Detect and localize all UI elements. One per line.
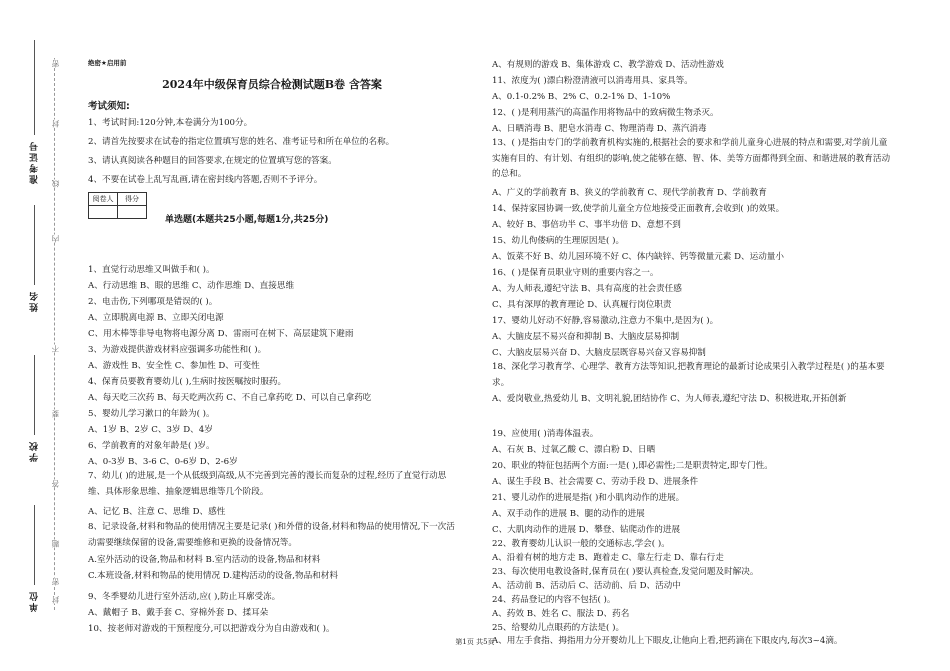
binding-margin xyxy=(0,0,62,671)
secret-mark: 绝密★启用前 xyxy=(88,59,127,67)
question-line: 2、电击伤,下列哪项是错误的( )。 xyxy=(88,297,218,307)
question-line: 25、给婴幼儿点眼药的方法是( )。 xyxy=(492,623,625,633)
option-line: A、行动思维 B、眼的思维 C、动作思维 D、直接思维 xyxy=(88,281,295,291)
option-line: A、双手动作的进展 B、腿的动作的进展 xyxy=(492,509,645,519)
page-title: 2024年中级保育员综合检测试题B卷 含答案 xyxy=(162,78,382,91)
option-line: A、为人师表,遵纪守法 B、具有高度的社会责任感 xyxy=(492,284,682,294)
question-line: 14、保持家园协调一致,使学前儿童全方位地接受正面教育,会收到( )的效果。 xyxy=(492,204,785,214)
option-line: A、每天吃三次药 B、每天吃两次药 C、不自己拿药吃 D、可以自己拿药吃 xyxy=(88,393,372,403)
score-table-grader: 阅卷人 xyxy=(89,193,118,206)
score-table-cell[interactable] xyxy=(89,206,118,219)
page-footer: 第1页 共5页 xyxy=(455,638,495,646)
question-line: 17、婴幼儿好动不好静,容易激动,注意力不集中,是因为( )。 xyxy=(492,316,719,326)
option-line: C、大脑皮层易兴奋 D、大脑皮层既容易兴奋又容易抑制 xyxy=(492,348,706,358)
option-line: A、0.1-0.2% B、2% C、0.2-1% D、1-10% xyxy=(492,92,671,102)
question-line: 3、为游戏提供游戏材料应强调多功能性和( )。 xyxy=(88,345,267,355)
question-line: 21、婴儿动作的进展是指( )和小肌肉动作的进展。 xyxy=(492,493,685,503)
option-line: A、1岁 B、2岁 C、3岁 D、4岁 xyxy=(88,425,213,435)
seal-char: 密 xyxy=(51,578,60,586)
score-table-cell[interactable] xyxy=(118,206,147,219)
question-line: 23、每次使用电教设备时,保育员在( )要认真检查,发觉问题及时解决。 xyxy=(492,567,759,577)
question-line: 9、冬季婴幼儿进行室外活动,应( ),防止耳廓受冻。 xyxy=(88,592,281,602)
option-line: A、立即脱离电源 B、立即关闭电源 xyxy=(88,313,224,323)
unit-line xyxy=(34,505,35,585)
seal-char: 不 xyxy=(51,345,60,353)
question-line: 1、直觉行动思维又叫做手和( )。 xyxy=(88,265,215,275)
option-line: A、沿着有树的地方走 B、跑着走 C、靠左行走 D、靠右行走 xyxy=(492,553,724,563)
seal-char: 封 xyxy=(51,596,60,604)
option-line: A、日晒消毒 B、肥皂水消毒 C、物理消毒 D、蒸汽消毒 xyxy=(492,124,707,134)
option-line: C、用木棒等非导电物将电源分离 D、雷雨可在树下、高层建筑下避雨 xyxy=(88,329,354,339)
name-line xyxy=(34,205,35,285)
question-line: 11、浓度为( )漂白粉澄清液可以消毒用具、家具等。 xyxy=(492,76,693,86)
score-table-score: 得分 xyxy=(118,193,147,206)
option-line: A、石灰 B、过氧乙酸 C、漂白粉 D、日晒 xyxy=(492,445,656,455)
margin-label-exam-number: 准考证号 xyxy=(30,140,40,184)
option-line: A.室外活动的设备,物品和材料 B.室内活动的设备,物品和材料 xyxy=(88,555,321,565)
question-line: 13、( )是指由专门的学前教育机构实施的,根据社会的要求和学前儿童身心进展的特点和需要,对学前儿童实施有目的、有计划、有组织的影响,使之能够在德、智、体、美等方面都得到全面、和谐进展的教育活动的总和。 xyxy=(492,138,891,179)
option-line: C.本班设备,材料和物品的使用情况 D.建构活动的设备,物品和材料 xyxy=(88,571,338,581)
question-line: 19、应使用( )消毒体温表。 xyxy=(492,429,599,439)
seal-char: 密 xyxy=(51,60,60,68)
margin-label-school: 学校 xyxy=(30,440,40,462)
exam-number-line xyxy=(34,40,35,135)
school-line xyxy=(34,355,35,435)
question-line: 12、( )是利用蒸汽的高温作用将物品中的致病微生物杀灭。 xyxy=(492,108,719,118)
question-line: 16、( )是保育员职业守则的重要内容之一。 xyxy=(492,268,659,278)
question-line: 15、幼儿佝偻病的生理原因是( )。 xyxy=(492,236,625,246)
notice-item: 2、请首先按要求在试卷的指定位置填写您的姓名、准考证号和所在单位的名称。 xyxy=(88,137,395,147)
option-line: A、较好 B、事倍功半 C、事半功倍 D、意想不到 xyxy=(492,220,681,230)
seal-char: 封 xyxy=(51,120,60,128)
option-line: A、记忆 B、注意 C、思维 D、感性 xyxy=(88,507,226,517)
question-line: 10、按老师对游戏的干预程度分,可以把游戏分为自由游戏和( )。 xyxy=(88,624,335,634)
question-line: 22、教育婴幼儿认识一般的交通标志,学会( )。 xyxy=(492,539,670,549)
margin-label-name: 姓名 xyxy=(30,290,40,312)
notice-item: 3、请认真阅读各种题目的回答要求,在规定的位置填写您的答案。 xyxy=(88,156,337,166)
option-line: A、广义的学前教育 B、狭义的学前教育 C、现代学前教育 D、学前教育 xyxy=(492,188,767,198)
question-line: 20、职业的特征包括两个方面:一是( ),即必需性;二是职责特定,即专门性。 xyxy=(492,461,773,471)
option-line: A、有规则的游戏 B、集体游戏 C、教学游戏 D、活动性游戏 xyxy=(492,60,724,70)
option-line: A、游戏性 B、安全性 C、参加性 D、可变性 xyxy=(88,361,260,371)
seal-char: 题 xyxy=(51,540,60,548)
question-line: 18、深化学习教育学、心理学、教育方法等知识,把教育理论的最新讨论成果引入教学过程是( )的基本要求。 xyxy=(492,362,885,388)
option-line: A、0-3岁 B、3-6 C、0-6岁 D、2-6岁 xyxy=(88,457,238,467)
question-line: 6、学前教育的对象年龄是( )岁。 xyxy=(88,441,215,451)
option-line: A、爱岗敬业,热爱幼儿 B、文明礼貌,团结协作 C、为人师表,遵纪守法 D、积极进取,开拓创新 xyxy=(492,394,847,404)
option-line: A、谋生手段 B、社会需要 C、劳动手段 D、进展条件 xyxy=(492,477,699,487)
question-line: 24、药品登记的内容不包括( )。 xyxy=(492,595,616,605)
question-line: 8、记录设备,材料和物品的使用情况主要是记录( )和外借的设备,材料和物品的使用情况,下一次活动需要继续保留的设备,需要维修和更换的设备情况等。 xyxy=(88,522,455,548)
option-line: A、戴帽子 B、戴手套 C、穿棉外套 D、揉耳朵 xyxy=(88,608,269,618)
seal-char: 要 xyxy=(51,410,60,418)
option-line: A、用左手食指、拇指用力分开婴幼儿上下眼皮,让他向上看,把药滴在下眼皮内,每次3~4滴。 xyxy=(492,636,843,646)
option-line: C、大肌肉动作的进展 D、攀登、钻爬动作的进展 xyxy=(492,525,681,535)
option-line: A、药效 B、姓名 C、服法 D、药名 xyxy=(492,609,630,619)
seal-dashed-line xyxy=(54,58,55,610)
seal-char: 答 xyxy=(51,480,60,488)
option-line: A、活动前 B、活动后 C、活动前、后 D、活动中 xyxy=(492,581,681,591)
notice-heading: 考试须知: xyxy=(88,101,130,112)
section-title: 单选题(本题共25小题,每题1分,共25分) xyxy=(165,215,329,225)
score-table xyxy=(88,192,147,219)
option-line: A、饭菜不好 B、幼儿园环境不好 C、体内缺锌、钙等微量元素 D、运动量小 xyxy=(492,252,784,262)
notice-item: 1、考试时间:120分钟,本卷满分为100分。 xyxy=(88,118,253,128)
seal-char: 线 xyxy=(51,180,60,188)
seal-char: 内 xyxy=(51,235,60,243)
option-line: A、大脑皮层不易兴奋和抑制 B、大脑皮层易抑制 xyxy=(492,332,680,342)
question-line: 7、幼儿( )的进展,是一个从低级到高级,从不完善到完善的漫长而复杂的过程,经历了直觉行动思维、具体形象思维、抽象逻辑思维等几个阶段。 xyxy=(88,471,447,497)
option-line: C、具有深厚的教育理论 D、认真履行岗位职责 xyxy=(492,300,672,310)
question-line: 4、保育员要教育婴幼儿( ),生病时按医嘱按时服药。 xyxy=(88,377,287,387)
margin-label-unit: 单位 xyxy=(30,590,40,612)
question-line: 5、婴幼儿学习漱口的年龄为( )。 xyxy=(88,409,215,419)
notice-item: 4、不要在试卷上乱写乱画,请在密封线内答题,否则不予评分。 xyxy=(88,175,323,185)
